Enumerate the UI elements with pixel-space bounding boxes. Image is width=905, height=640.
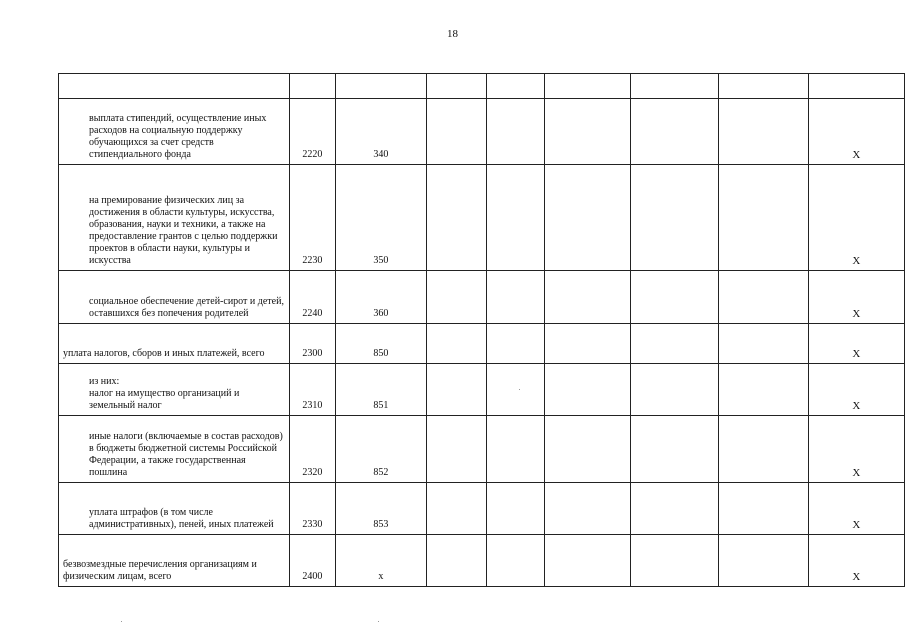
empty-cell bbox=[718, 271, 808, 324]
row-mark-cell: Х bbox=[808, 535, 904, 587]
row-label: из них: налог на имущество организаций и земельный налог bbox=[89, 376, 240, 411]
empty-cell bbox=[427, 483, 487, 535]
table-row bbox=[59, 324, 905, 364]
row-label: социальное обеспечение детей-сирот и детей, оставшихся без попечения родителей bbox=[89, 296, 284, 319]
empty-cell bbox=[486, 535, 545, 587]
row-mark-cell: Х bbox=[808, 483, 904, 535]
row-mark-cell: Х bbox=[808, 271, 904, 324]
empty-cell bbox=[631, 535, 718, 587]
row-code-cell: 2220 bbox=[289, 99, 335, 165]
row-name-cell bbox=[59, 324, 290, 364]
empty-cell bbox=[545, 271, 631, 324]
row-kosgu-cell: х bbox=[335, 535, 426, 587]
empty-cell bbox=[545, 165, 631, 271]
row-label: безвозмездные перечисления организациям и физическим лицам, всего bbox=[63, 559, 257, 582]
row-kosgu-cell: 340 bbox=[335, 99, 426, 165]
row-name-cell bbox=[59, 483, 290, 535]
empty-cell bbox=[718, 535, 808, 587]
row-name-cell bbox=[59, 416, 290, 483]
table-row bbox=[59, 416, 905, 483]
empty-cell bbox=[545, 364, 631, 416]
empty-cell bbox=[486, 416, 545, 483]
row-name-cell bbox=[59, 99, 290, 165]
row-code-cell: 2330 bbox=[289, 483, 335, 535]
row-label: иные налоги (включаемые в состав расходов) в бюджеты бюджетной системы Российской Федерации, а также государственная пошлина bbox=[89, 431, 283, 478]
row-label: уплата штрафов (в том числе административных), пеней, иных платежей bbox=[89, 507, 274, 530]
row-code-cell: 2400 bbox=[289, 535, 335, 587]
empty-cell bbox=[545, 483, 631, 535]
empty-cell bbox=[427, 535, 487, 587]
empty-cell bbox=[545, 416, 631, 483]
row-code-cell: 2300 bbox=[289, 324, 335, 364]
empty-cell bbox=[427, 324, 487, 364]
empty-cell bbox=[427, 364, 487, 416]
row-kosgu-cell: 852 bbox=[335, 416, 426, 483]
expense-table bbox=[58, 73, 905, 587]
row-kosgu-cell: 851 bbox=[335, 364, 426, 416]
header-cell bbox=[335, 74, 426, 99]
row-mark-cell: Х bbox=[808, 416, 904, 483]
table-row bbox=[59, 271, 905, 324]
row-label: выплата стипендий, осуществление иных расходов на социальную поддержку обучающихся за счет средств стипендиального фонда bbox=[89, 113, 267, 160]
empty-cell bbox=[545, 535, 631, 587]
row-name-cell bbox=[59, 165, 290, 271]
row-mark-cell: Х bbox=[808, 99, 904, 165]
header-cell bbox=[808, 74, 904, 99]
row-kosgu-cell: 850 bbox=[335, 324, 426, 364]
row-mark-cell: Х bbox=[808, 364, 904, 416]
row-kosgu-cell: 853 bbox=[335, 483, 426, 535]
table-row bbox=[59, 535, 905, 587]
row-kosgu-cell: 360 bbox=[335, 271, 426, 324]
table-row bbox=[59, 165, 905, 271]
row-code-cell: 2310 bbox=[289, 364, 335, 416]
header-cell bbox=[427, 74, 487, 99]
table-row bbox=[59, 364, 905, 416]
empty-cell bbox=[718, 99, 808, 165]
empty-cell bbox=[631, 271, 718, 324]
row-label: уплата налогов, сборов и иных платежей, всего bbox=[63, 348, 265, 359]
empty-cell bbox=[486, 483, 545, 535]
row-name-cell bbox=[59, 364, 290, 416]
empty-cell bbox=[545, 324, 631, 364]
row-mark-cell: Х bbox=[808, 324, 904, 364]
empty-cell bbox=[486, 364, 545, 416]
header-cell bbox=[631, 74, 718, 99]
empty-cell bbox=[427, 271, 487, 324]
header-cell bbox=[545, 74, 631, 99]
row-name-cell bbox=[59, 271, 290, 324]
row-kosgu-cell: 350 bbox=[335, 165, 426, 271]
empty-cell bbox=[486, 324, 545, 364]
empty-cell bbox=[631, 416, 718, 483]
empty-cell bbox=[718, 483, 808, 535]
empty-cell bbox=[631, 165, 718, 271]
header-cell bbox=[289, 74, 335, 99]
row-code-cell: 2320 bbox=[289, 416, 335, 483]
empty-cell bbox=[631, 99, 718, 165]
empty-cell bbox=[718, 165, 808, 271]
row-mark-cell: Х bbox=[808, 165, 904, 271]
row-label: на премирование физических лиц за достижения в области культуры, искусства, образования, науки и техники, а также на предоставление грантов с целью поддержки проектов в области науки, культуры и искусства bbox=[89, 195, 278, 266]
row-name-cell bbox=[59, 535, 290, 587]
empty-cell bbox=[631, 324, 718, 364]
row-code-cell: 2240 bbox=[289, 271, 335, 324]
header-cell bbox=[59, 74, 290, 99]
table-header-row bbox=[59, 74, 905, 99]
empty-cell bbox=[718, 324, 808, 364]
empty-cell bbox=[486, 271, 545, 324]
table-row bbox=[59, 99, 905, 165]
empty-cell bbox=[427, 165, 487, 271]
empty-cell bbox=[486, 165, 545, 271]
page-number: 18 bbox=[447, 28, 458, 40]
header-cell bbox=[718, 74, 808, 99]
empty-cell bbox=[631, 483, 718, 535]
empty-cell bbox=[486, 99, 545, 165]
empty-cell bbox=[427, 416, 487, 483]
header-cell bbox=[486, 74, 545, 99]
empty-cell bbox=[631, 364, 718, 416]
row-code-cell: 2230 bbox=[289, 165, 335, 271]
empty-cell bbox=[718, 364, 808, 416]
empty-cell bbox=[427, 99, 487, 165]
empty-cell bbox=[718, 416, 808, 483]
table-row bbox=[59, 483, 905, 535]
empty-cell bbox=[545, 99, 631, 165]
